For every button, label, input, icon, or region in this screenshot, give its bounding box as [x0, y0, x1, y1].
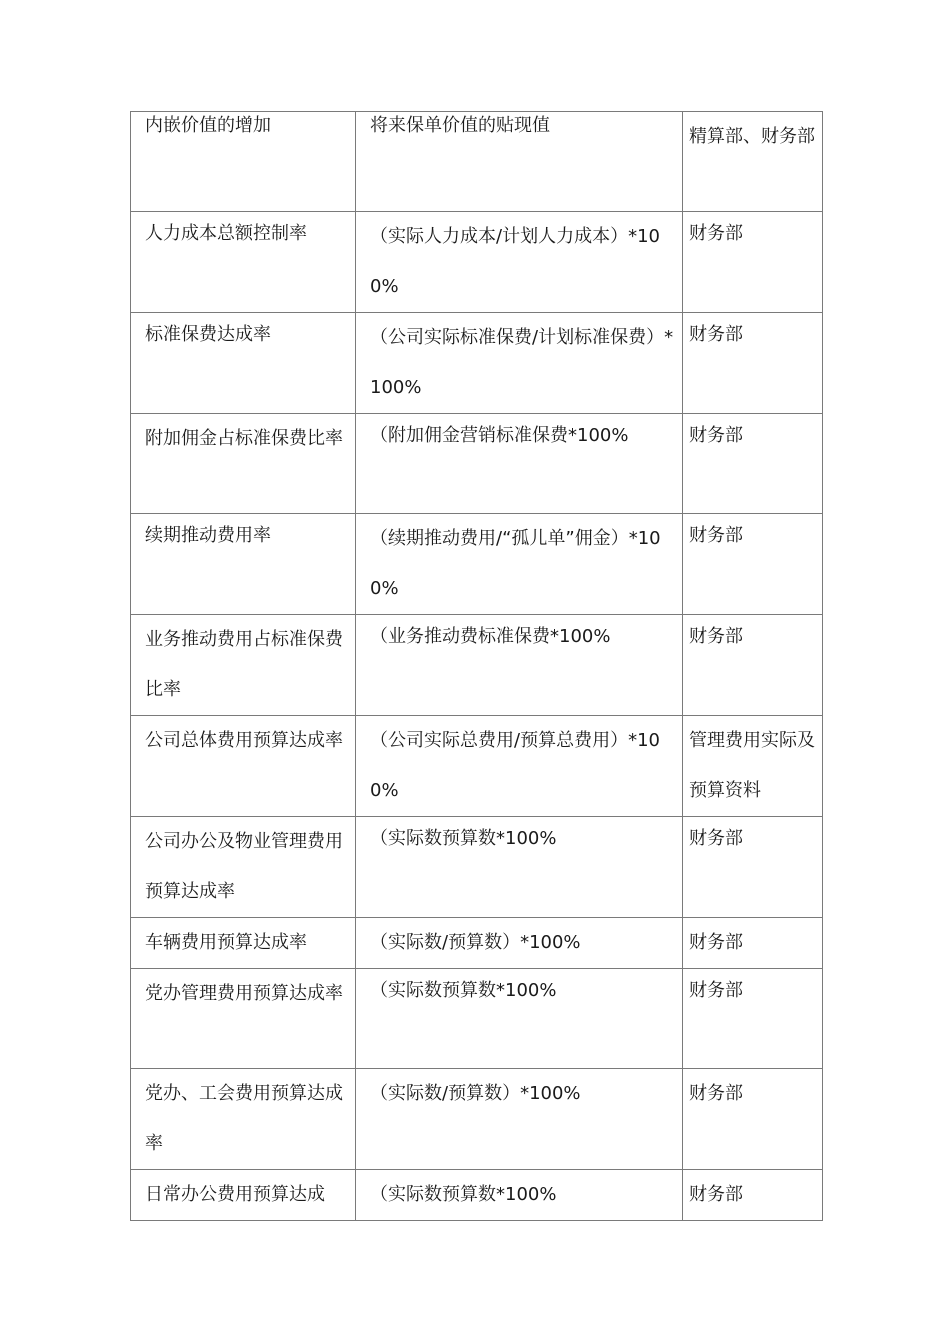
owner-cell: 财务部 [683, 918, 823, 969]
table-row [131, 615, 823, 716]
table-row [131, 414, 823, 514]
formula-cell: （实际数预算数*100% [356, 969, 683, 1069]
metric-cell: 公司办公及物业管理费用预算达成率 [131, 817, 356, 918]
table-row [131, 212, 823, 313]
formula-cell: （公司实际总费用/预算总费用）*100% [356, 716, 683, 817]
metric-cell: 附加佣金占标准保费比率 [131, 414, 356, 514]
table-row [131, 1069, 823, 1170]
formula-cell: （续期推动费用/“孤儿单”佣金）*100% [356, 514, 683, 615]
owner-cell: 财务部 [683, 817, 823, 918]
table-row [131, 313, 823, 414]
formula-cell: （实际数/预算数）*100% [356, 1069, 683, 1170]
formula-cell: （实际数预算数*100% [356, 1170, 683, 1221]
formula-cell: （实际数预算数*100% [356, 817, 683, 918]
table-row [131, 817, 823, 918]
table-row [131, 514, 823, 615]
owner-cell: 财务部 [683, 414, 823, 514]
table-row [131, 918, 823, 969]
metric-cell: 党办管理费用预算达成率 [131, 969, 356, 1069]
table-row [131, 969, 823, 1069]
owner-cell: 管理费用实际及预算资料 [683, 716, 823, 817]
formula-cell: （实际数/预算数）*100% [356, 918, 683, 969]
metric-cell: 业务推动费用占标准保费比率 [131, 615, 356, 716]
formula-cell: （业务推动费标准保费*100% [356, 615, 683, 716]
owner-cell: 精算部、财务部 [683, 112, 823, 212]
metric-cell: 日常办公费用预算达成 [131, 1170, 356, 1221]
owner-cell: 财务部 [683, 969, 823, 1069]
metric-cell: 内嵌价值的增加 [131, 112, 356, 212]
formula-cell: 将来保单价值的贴现值 [356, 112, 683, 212]
table-row [131, 716, 823, 817]
table-row [131, 1170, 823, 1221]
owner-cell: 财务部 [683, 212, 823, 313]
owner-cell: 财务部 [683, 514, 823, 615]
owner-cell: 财务部 [683, 1170, 823, 1221]
formula-cell: （公司实际标准保费/计划标准保费）*100% [356, 313, 683, 414]
metric-cell: 人力成本总额控制率 [131, 212, 356, 313]
formula-cell: （实际人力成本/计划人力成本）*100% [356, 212, 683, 313]
table-row [131, 112, 823, 212]
kpi-table [130, 111, 823, 1221]
metric-cell: 续期推动费用率 [131, 514, 356, 615]
owner-cell: 财务部 [683, 313, 823, 414]
formula-cell: （附加佣金营销标准保费*100% [356, 414, 683, 514]
owner-cell: 财务部 [683, 615, 823, 716]
metric-cell: 党办、工会费用预算达成率 [131, 1069, 356, 1170]
owner-cell: 财务部 [683, 1069, 823, 1170]
metric-cell: 标准保费达成率 [131, 313, 356, 414]
metric-cell: 车辆费用预算达成率 [131, 918, 356, 969]
metric-cell: 公司总体费用预算达成率 [131, 716, 356, 817]
